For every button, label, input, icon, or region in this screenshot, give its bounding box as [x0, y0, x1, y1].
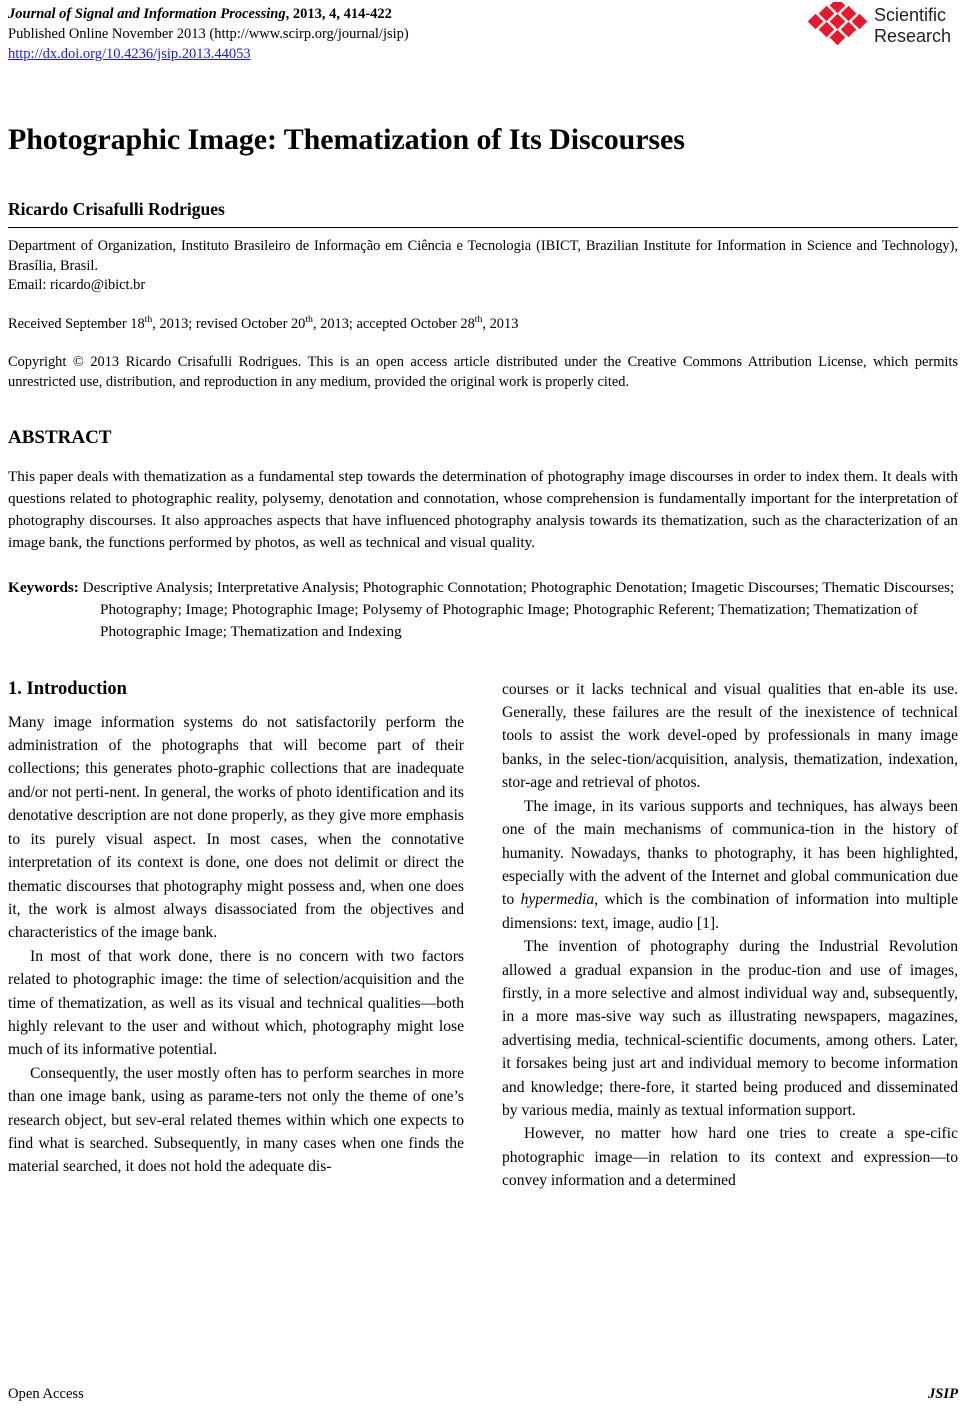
paragraph: Many image information systems do not satisfactorily perform the administration of the photographs that will become part of their collections; this generates photo-graphic collections that are inadequate and/or not perti-nent. In general, the works of photo identification and its denotative description are not done properly, as they give more emphasis to its purely visual aspect. In most cases, when the connotative interpretation of its context is done, one does not delimit or direct the thematic discourses that photography might possess and, when one does it, the work is almost always disassociated from the objectives and characteristics of the image bank. — [8, 713, 464, 942]
received-sup-2: th — [305, 313, 313, 325]
scientific-research-logo — [806, 2, 956, 54]
received-post: , 2013 — [482, 315, 519, 332]
affiliation-text: Department of Organization, Instituto Brasileiro de Informação em Ciência e Tecnologia (IBICT, Brazilian Institute for Information in Science and Technology), Brasília, Brasil. — [8, 238, 958, 274]
paragraph-part: courses or it lacks technical and visual qualities that en-able its use. Generally, these failures are the result of the inexistence of technical tools to assist the work devel-oped by professionals in many image banks, in the selec-tion/acquisition, analysis, thematization, indexation, stor-age and retrieval of photos. — [502, 680, 958, 792]
copyright-notice: Copyright © 2013 Ricardo Crisafulli Rodrigues. This is an open access article distributed under the Creative Commons Attribution License, which permits unrestricted use, distribution, and reproduction in any medium, provided the original work is properly cited. — [8, 354, 958, 390]
received-pre: Received September 18 — [8, 315, 145, 332]
page-footer — [8, 1385, 958, 1403]
left-column — [8, 678, 464, 1193]
paragraph-part: However, no matter how hard one tries to create a spe-cific photographic image—in relation to its context and expression—to convey information and a determined — [502, 1125, 958, 1190]
received-dates-line — [8, 315, 958, 335]
paragraph-emphasis: hypermedia — [520, 891, 595, 909]
paragraph — [502, 795, 958, 935]
paragraph-part: The invention of photography during the Industrial Revolution allowed a gradual expansion in the produc-tion and use of images, firstly, in a more selective and almost individual way and, subsequently, in a more mas-sive way such as illustrating newspapers, magazines, advertising media, technical-scientific documents, among others. Later, it forsakes being just art and individual memory to become information and knowledge; there-fore, it started being produced and disseminated by various media, mainly as textual information support. — [502, 938, 958, 1119]
received-mid-2: , 2013; accepted October 28 — [312, 315, 475, 332]
author-name: Ricardo Crisafulli Rodrigues — [8, 199, 225, 219]
abstract-text: This paper deals with thematization as a fundamental step towards the determination of photography image discourses in order to index them. It deals with questions related to photographic reality, polysemy, denotation and connotation, whose comprehension is fundamentally important for the interpretation of photography discourses. It also approaches aspects that have influenced photography analysis towards its thematization, such as the characterization of an image bank, the functions performed by photos, as well as technical and visual quality. — [8, 467, 958, 552]
paragraph: In most of that work done, there is no concern with two factors related to photographic image: the time of selection/acquisition and the time of thematization, as well as its visual and technical qualities—both highly relevant to the user and without which, photography might lose much of its informative potential. — [8, 947, 464, 1059]
paragraph — [502, 678, 958, 795]
author-email: Email: ricardo@ibict.br — [8, 277, 146, 293]
section-heading-introduction: 1. Introduction — [8, 678, 127, 699]
journal-abbreviation: JSIP — [927, 1386, 958, 1402]
paragraph — [502, 935, 958, 1122]
paragraph-part: , which is the combination of information into multiple dimensions: text, image, audio [1]. — [502, 891, 958, 932]
logo-diamonds-icon — [808, 2, 868, 45]
keywords-block — [8, 577, 958, 644]
article-title: Photographic Image: Thematization of Its Discourses — [8, 123, 685, 156]
logo-text-research: Research — [874, 26, 952, 46]
keywords-list: Descriptive Analysis; Interpretative Analysis; Photographic Connotation; Photographic Denotation; Imagetic Discourses; Thematic Discourses; Photography; Image; Photographic Image; Polysemy of Photographic Image; Photographic Referent; Thematization; Thematization of Photographic Image; Thematization and Indexing — [78, 578, 955, 641]
right-column — [502, 678, 958, 1193]
masthead — [8, 0, 958, 70]
paragraph-part: The image, in its various supports and techniques, has always been one of the main mechanisms of communica-tion in the history of humanity. Nowadays, thanks to photography, it has been highlighted, especially with the advent of the Internet and global communication due to — [502, 797, 958, 909]
received-mid-1: , 2013; revised October 20 — [152, 315, 306, 332]
abstract-heading: ABSTRACT — [8, 426, 112, 448]
author-divider — [8, 227, 958, 228]
logo-text-scientific: Scientific — [874, 5, 947, 25]
affiliation-block — [8, 237, 958, 296]
journal-name: Journal of Signal and Information Processing — [8, 6, 286, 22]
logo-svg — [806, 2, 956, 54]
open-access-label: Open Access — [8, 1386, 84, 1402]
body-columns — [8, 678, 958, 1193]
doi-link[interactable]: http://dx.doi.org/10.4236/jsip.2013.44053 — [8, 46, 251, 62]
received-sup-3: th — [474, 313, 483, 325]
journal-volume-info: , 2013, 4, 414-422 — [285, 6, 392, 22]
paragraph: Consequently, the user mostly often has to perform searches in more than one image bank, using as parame-ters not only the theme of one’s research object, but sev-eral related themes within which one expects to find what is searched. Subsequently, in many cases when one finds the material searched, it does not hold the adequate dis- — [8, 1064, 464, 1176]
keywords-label: Keywords: — [8, 578, 79, 596]
paragraph — [502, 1122, 958, 1192]
published-online-line: Published Online November 2013 (http://www.scirp.org/journal/jsip) — [8, 26, 409, 42]
received-sup-1: th — [144, 313, 153, 325]
